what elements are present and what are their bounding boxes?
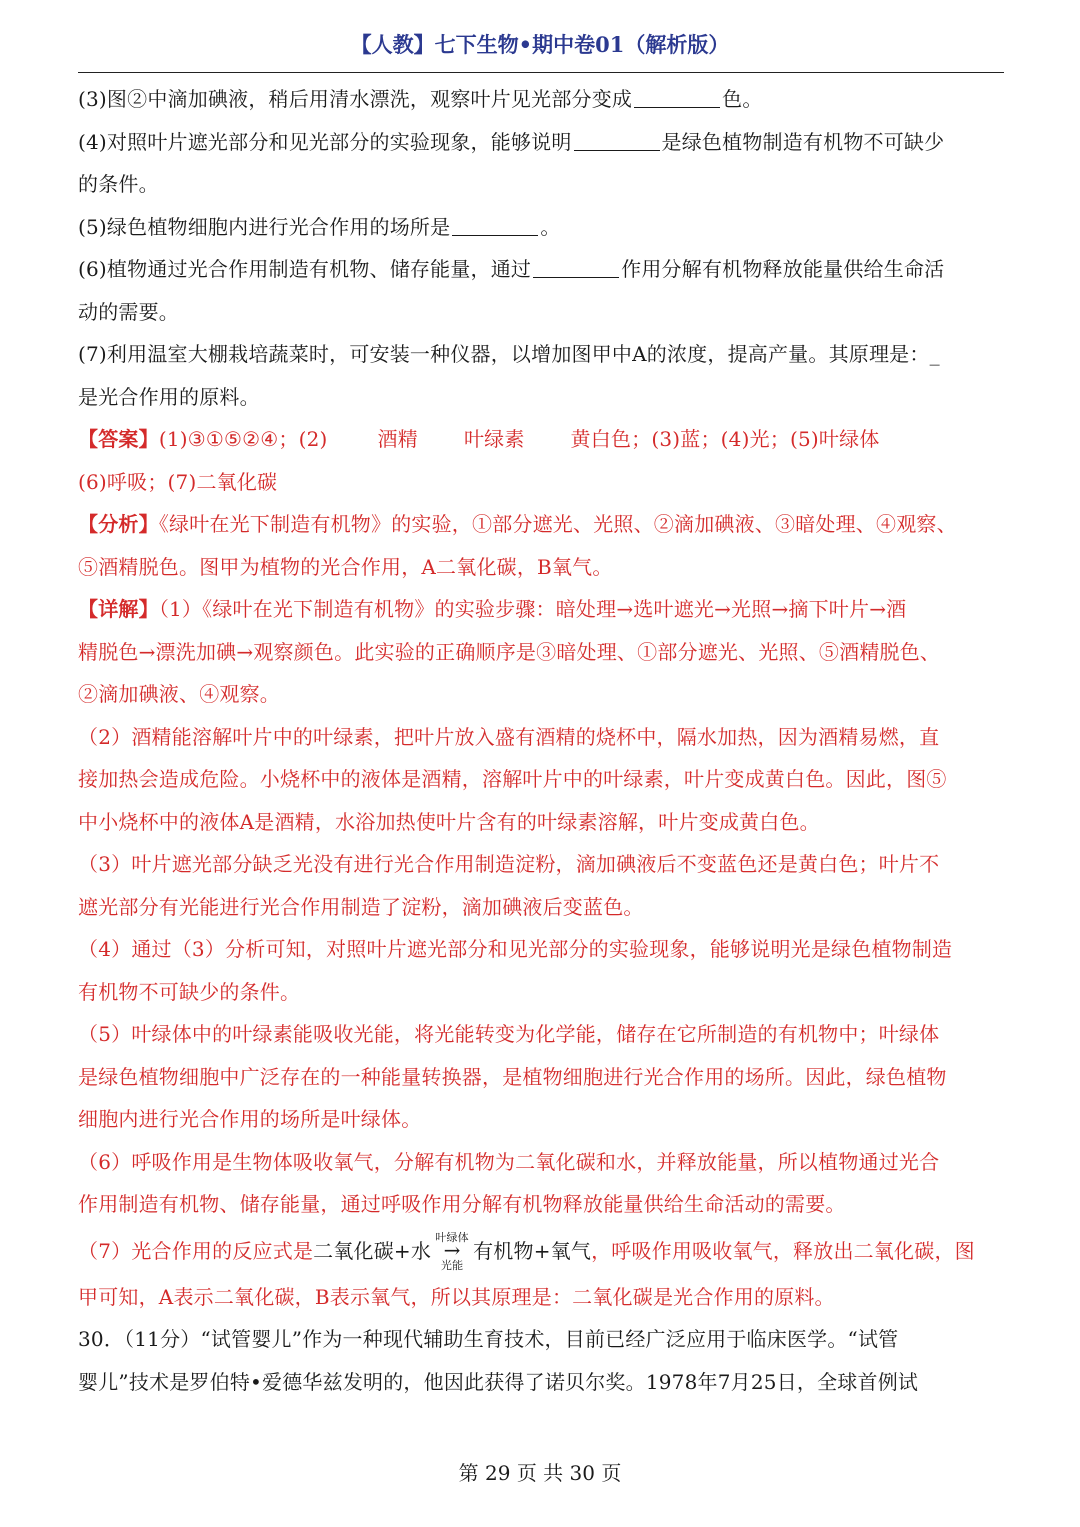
question-30-line-2: 婴儿”技术是罗伯特•爱德华兹发明的，他因此获得了诺贝尔奖。1978年7月25日，全球首例试 <box>78 1369 919 1394</box>
header-divider <box>78 72 1004 73</box>
equation-products: 有机物+氧气 <box>473 1238 592 1263</box>
arrow-icon: → <box>443 1238 461 1262</box>
reaction-arrow <box>431 1231 473 1273</box>
detail-line: （3）叶片遮光部分缺乏光没有进行光合作用制造淀粉，滴加碘液后不变蓝色还是黄白色；叶片不 <box>78 852 940 876</box>
detail-line: 遮光部分有光能进行光合作用制造了淀粉，滴加碘液后变蓝色。 <box>78 894 644 919</box>
detail-last-line: 甲可知，A表示二氧化碳，B表示氧气，所以其原理是：二氧化碳是光合作用的原料。 <box>78 1284 835 1309</box>
detail-line: （2）酒精能溶解叶片中的叶绿素，把叶片放入盛有酒精的烧杯中，隔水加热，因为酒精易燃，直 <box>78 724 940 749</box>
page-header-title: 【人教】七下生物•期中卷01（解析版） <box>350 32 730 57</box>
page-number-footer: 第 29 页 共 30 页 <box>458 1461 622 1485</box>
question-7: (7)利用温室大棚栽培蔬菜时，可安装一种仪器，以增加图甲中A的浓度，提高产量。其原理是：_ <box>78 342 940 366</box>
answer-blank <box>533 257 619 278</box>
question-30-line-1: 30．（11分）“试管婴儿”作为一种现代辅助生育技术，目前已经广泛应用于临床医学。“试管 <box>78 1327 899 1351</box>
question-7-continued: 是光合作用的原料。 <box>78 384 260 409</box>
detail-line: 中小烧杯中的液体A是酒精，水浴加热使叶片含有的叶绿素溶解，叶片变成黄白色。 <box>78 809 820 834</box>
answer-blank <box>452 215 538 236</box>
detail-line: 是绿色植物细胞中广泛存在的一种能量转换器，是植物细胞进行光合作用的场所。因此，绿色植物 <box>78 1064 947 1089</box>
detail-line: 有机物不可缺少的条件。 <box>78 979 301 1004</box>
analysis-line-2: ⑤酒精脱色。图甲为植物的光合作用，A二氧化碳，B氧气。 <box>78 554 613 579</box>
question-3: (3)图②中滴加碘液，稍后用清水漂洗，观察叶片见光部分变成 色。 <box>78 87 763 111</box>
detail-line: 细胞内进行光合作用的场所是叶绿体。 <box>78 1107 422 1131</box>
question-6: (6)植物通过光合作用制造有机物、储存能量，通过 作用分解有机物释放能量供给生命活 <box>78 257 945 281</box>
equation-reactants: 二氧化碳+水 <box>313 1238 432 1263</box>
detail-line: ②滴加碘液、④观察。 <box>78 682 280 706</box>
answer-line-2: (6)呼吸；(7)二氧化碳 <box>78 469 278 494</box>
analysis-line-1: 【分析】《绿叶在光下制造有机物》的实验，①部分遮光、光照、②滴加碘液、③暗处理、④观察、 <box>78 512 957 536</box>
detail-line: （5）叶绿体中的叶绿素能吸收光能，将光能转变为化学能，储存在它所制造的有机物中；叶绿体 <box>78 1022 940 1046</box>
answer-line: 【答案】(1)③①⑤②④；(2) 酒精 叶绿素 黄白色；(3)蓝；(4)光；(5)叶绿体 <box>78 427 880 451</box>
detail-line: （6）呼吸作用是生物体吸收氧气，分解有机物为二氧化碳和水，并释放能量，所以植物通过光合 <box>78 1149 940 1174</box>
detail-line: 【详解】（1）《绿叶在光下制造有机物》的实验步骤：暗处理→选叶遮光→光照→摘下叶片→酒 <box>78 597 907 621</box>
answer-tag: 【答案】 <box>78 427 159 451</box>
answer-blank <box>574 130 660 151</box>
answer-blank <box>634 87 720 108</box>
arrow-condition-top: 叶绿体 <box>435 1231 469 1244</box>
page-body <box>78 78 1004 1403</box>
analysis-tag: 【分析】 <box>78 512 159 536</box>
photosynthesis-equation-line: （7）光合作用的反应式是二氧化碳+水 叶绿体 → 光能 有机物+氧气，呼吸作用吸收氧气，释放出二氧化碳，图 <box>78 1231 975 1272</box>
question-4: (4)对照叶片遮光部分和见光部分的实验现象，能够说明 是绿色植物制造有机物不可缺少 <box>78 129 945 154</box>
detail-line: 接加热会造成危险。小烧杯中的液体是酒精，溶解叶片中的叶绿素，叶片变成黄白色。因此，图⑤ <box>78 767 947 791</box>
arrow-condition-bottom: 光能 <box>440 1259 464 1272</box>
detail-line: （4）通过（3）分析可知，对照叶片遮光部分和见光部分的实验现象，能够说明光是绿色植物制造 <box>78 937 953 961</box>
question-5: (5)绿色植物细胞内进行光合作用的场所是 。 <box>78 214 561 239</box>
question-4-continued: 的条件。 <box>78 172 159 196</box>
detail-line: 作用制造有机物、储存能量，通过呼吸作用分解有机物释放能量供给生命活动的需要。 <box>78 1192 846 1216</box>
question-6-continued: 动的需要。 <box>78 299 179 324</box>
detail-line: 精脱色→漂洗加碘→观察颜色。此实验的正确顺序是③暗处理、①部分遮光、光照、⑤酒精脱色、 <box>78 639 941 664</box>
detail-tag: 【详解】 <box>78 597 159 621</box>
